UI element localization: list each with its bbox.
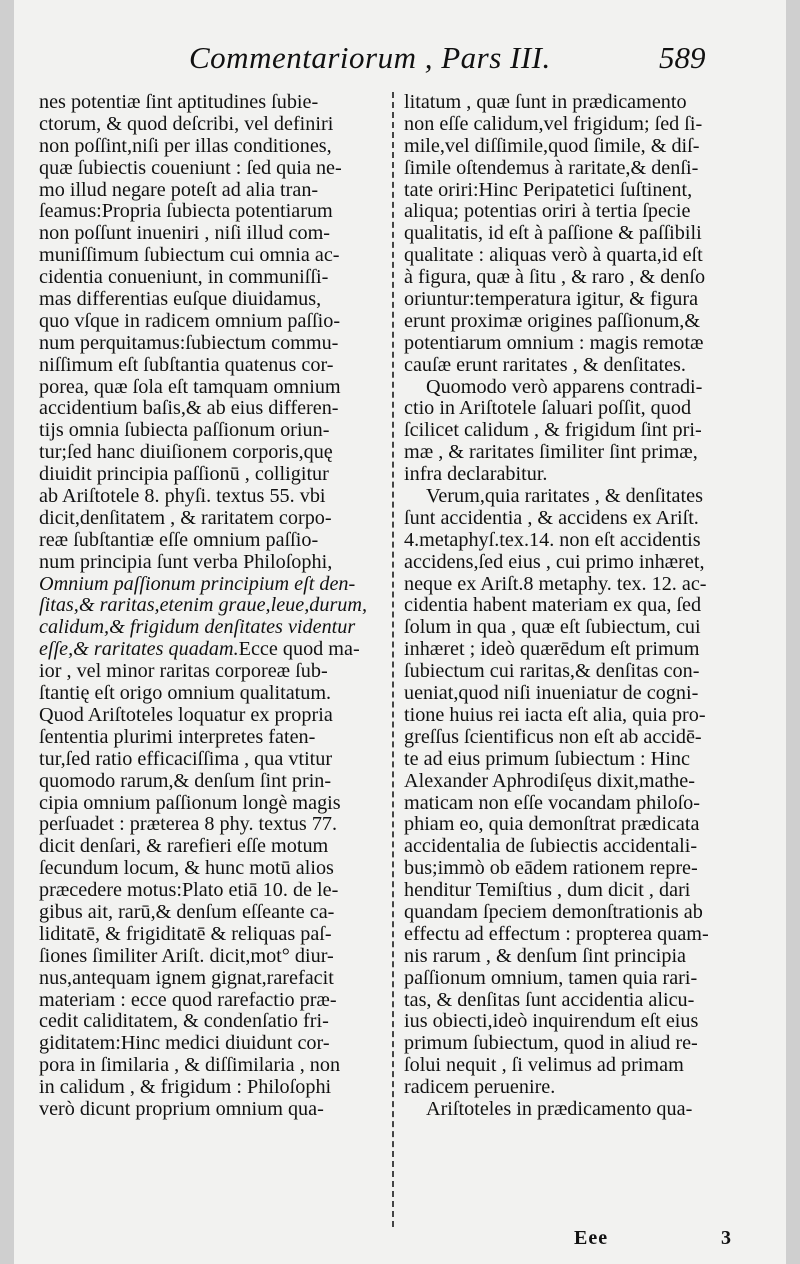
text-line: qualitate : aliquas verò à quarta,id eſt	[404, 244, 703, 267]
text-line: non poſſint,niſi per illas conditiones,	[39, 134, 332, 157]
text-line: litatum , quæ ſunt in prædicamento	[404, 91, 687, 113]
left-text-column	[39, 92, 384, 1121]
text-line: ſiones ſimiliter Ariſt. dicit,mot° diur-	[39, 944, 334, 967]
text-line: tur;ſed hanc diuiſionem corporis,quę	[39, 441, 333, 464]
text-line: ſimile oſtendemus à raritate,& denſi-	[404, 156, 699, 179]
text-line: reæ ſubſtantiæ eſſe omnium paſſio-	[39, 528, 319, 551]
text-line: ſubiectum cui raritas,& denſitas con-	[404, 660, 700, 683]
text-line: tate oriri:Hinc Peripatetici ſuſtinent,	[404, 178, 693, 201]
text-line: ctio in Ariſtotele ſaluari poſſit, quod	[404, 397, 692, 420]
text-line: mile,vel diſſimile,quod ſimile, & diſ-	[404, 134, 700, 157]
text-line: num perquitamus:ſubiectum commu-	[39, 331, 339, 354]
text-line: Quomodo verò apparens contradi-	[426, 375, 703, 398]
text-line: ſolui nequit , ſi velimus ad primam	[404, 1054, 684, 1077]
text-line: maticam non eſſe vocandam philoſo-	[404, 791, 700, 814]
text-line: porea, quæ ſola eſt tamquam omnium	[39, 375, 341, 398]
text-line: Ariſtoteles in prædicamento qua-	[426, 1097, 693, 1120]
signature-mark: Eee	[574, 1227, 609, 1249]
text-line: quomodo rarum,& denſum ſint prin-	[39, 769, 332, 792]
text-line: liditatē, & frigiditatē & reliquas paſ-	[39, 922, 332, 945]
text-line: effectu ad effectum : propterea quam-	[404, 922, 709, 945]
text-line: mas differentias euſque diuidamus,	[39, 288, 322, 311]
text-line: nis rarum , & denſum ſint principia	[404, 944, 687, 967]
text-line: te ad eius primum ſubiectum : Hinc	[404, 747, 690, 770]
text-line: inhæret ; ideò quærēdum eſt primum	[404, 638, 700, 661]
text-line: potentiarum omnium : magis remotæ	[404, 331, 704, 354]
text-line: calidum,& frigidum denſitates videntur	[39, 616, 356, 639]
text-line: ius obiecti,ideò inquirendum eſt eius	[404, 1010, 699, 1033]
text-line: bus;immò ob eādem rationem repre-	[404, 857, 698, 880]
text-line: ior , vel minor raritas corporeæ ſub-	[39, 660, 328, 683]
text-line: ſeamus:Propria ſubiecta potentiarum	[39, 200, 333, 223]
text-line: non eſſe calidum,vel frigidum; ſed ſi-	[404, 112, 703, 135]
text-line: dicit denſari, & rarefieri eſſe motum	[39, 835, 329, 858]
text-line: quo vſque in radicem omnium paſſio-	[39, 309, 341, 332]
text-line: phiam eo, quia demonſtrat prædicata	[404, 813, 700, 836]
signature-number: 3	[721, 1227, 731, 1249]
text-line: nes potentiæ ſint aptitudines ſubie-	[39, 91, 319, 113]
text-line: tione huius rei iacta eſt alia, quia pro-	[404, 703, 706, 726]
text-line: num principia ſunt verba Philoſophi,	[39, 550, 333, 573]
text-line: greſſus ſcientificus non eſt ab accidē-	[404, 725, 702, 748]
text-line: accidentalia de ſubiectis accidentali-	[404, 835, 698, 858]
text-line: quæ ſubiectis coueniunt : ſed quia ne-	[39, 156, 342, 179]
page-number: 589	[659, 40, 706, 75]
right-text-column	[404, 92, 749, 1121]
text-line: Alexander Aphrodiſęus dixit,mathe-	[404, 769, 695, 792]
text-line: pora in ſimilaria , & diſſimilaria , non	[39, 1054, 341, 1077]
text-line: ſunt accidentia , & accidens ex Ariſt.	[404, 506, 699, 529]
text-line: oriuntur:temperatura igitur, & figura	[404, 288, 699, 311]
text-line: nus,antequam ignem gignat,rarefacit	[39, 966, 334, 989]
text-line: neque ex Ariſt.8 metaphy. tex. 12. ac-	[404, 572, 707, 595]
text-line: diuidit principia paſſionū , colligitur	[39, 463, 329, 486]
text-line: mæ , & raritates ſimiliter ſint primæ,	[404, 441, 698, 464]
text-line: cauſæ erunt raritates , & denſitates.	[404, 353, 686, 376]
text-line: primum ſubiectum, quod in aliud re-	[404, 1032, 698, 1055]
text-line: quandam ſpeciem demonſtrationis ab	[404, 900, 703, 923]
text-line: henditur Temiſtius , dum dicit , dari	[404, 879, 691, 902]
text-line: tijs omnia ſubiecta paſſionum oriun-	[39, 419, 330, 442]
text-line: ſolum in qua , quæ eſt ſubiectum, cui	[404, 616, 701, 639]
text-line: accidens,ſed eius , cui primo inhæret,	[404, 550, 705, 573]
text-line: Quod Ariſtoteles loquatur ex propria	[39, 703, 333, 726]
page-header	[14, 40, 786, 90]
text-line: radicem peruenire.	[404, 1076, 556, 1099]
running-title: Commentariorum , Pars III.	[189, 40, 551, 75]
text-line: dicit,denſitatem , & raritatem corpo-	[39, 506, 332, 529]
text-line: ſitas,& raritas,etenim graue,leue,durum,	[39, 594, 368, 617]
text-line: muniſſimum ſubiectum cui omnia ac-	[39, 244, 340, 267]
text-line: ſcilicet calidum , & frigidum ſint pri-	[404, 419, 702, 442]
text-line: 4.metaphyſ.tex.14. non eſt accidentis	[404, 528, 701, 551]
text-line: erunt proximæ origines paſſionum,&	[404, 309, 701, 332]
text-line: infra declarabitur.	[404, 463, 548, 486]
text-line: materiam : ecce quod rarefactio præ-	[39, 988, 337, 1011]
text-line: cipia omnium paſſionum longè magis	[39, 791, 341, 814]
text-line: non poſſunt inueniri , niſi illud com-	[39, 222, 331, 245]
text-line: Verum,quia raritates , & denſitates	[426, 485, 703, 508]
text-line: aliqua; potentias oriri à tertia ſpecie	[404, 200, 691, 223]
text-line: cedit caliditatem, & condenſatio fri-	[39, 1010, 329, 1033]
text-line: ctorum, & quod deſcribi, vel definiri	[39, 112, 334, 135]
text-line: ab Ariſtotele 8. phyſi. textus 55. vbi	[39, 485, 326, 508]
text-line: niſſimum eſt ſubſtantia quatenus cor-	[39, 353, 334, 376]
text-line: giditatem:Hinc medici diuidunt cor-	[39, 1032, 330, 1055]
text-line: verò dicunt proprium omnium qua-	[39, 1097, 324, 1120]
text-line: gibus ait, rarū,& denſum eſſeante ca-	[39, 900, 335, 923]
text-line: cidentia conueniunt, in communiſſi-	[39, 266, 329, 289]
text-line: paſſionum omnium, tamen quia rari-	[404, 966, 698, 989]
text-line: tur,ſed ratio efficaciſſima , qua vtitur	[39, 747, 333, 770]
text-line: ſententia plurimi interpretes faten-	[39, 725, 316, 748]
text-line: ſtantię eſt origo omnium qualitatum.	[39, 682, 332, 705]
text-line: ſecundum locum, & hunc motū alios	[39, 857, 334, 880]
text-line: mo illud negare poteſt ad alia tran-	[39, 178, 319, 201]
book-page	[14, 0, 786, 1264]
text-line: cidentia habent materiam ex qua, ſed	[404, 594, 702, 617]
text-line: eſſe,& raritates quadam.Ecce quod ma-	[39, 638, 360, 661]
text-line: à figura, quæ à ſitu , & raro , & denſo	[404, 266, 706, 289]
text-line: ueniat,quod niſi inueniatur de cogni-	[404, 682, 699, 705]
text-line: perſuadet : præterea 8 phy. textus 77.	[39, 813, 338, 836]
text-line: in calidum , & frigidum : Philoſophi	[39, 1076, 332, 1099]
text-line: accidentium baſis,& ab eius differen-	[39, 397, 339, 420]
column-divider	[392, 92, 395, 1227]
text-line: qualitatis, id eſt à paſſione & paſſibili	[404, 222, 702, 245]
text-line: præcedere motus:Plato etiā 10. de le-	[39, 879, 339, 902]
text-line: Omnium paſſionum principium eſt den-	[39, 572, 356, 595]
text-line: tas, & denſitas ſunt accidentia alicu-	[404, 988, 695, 1011]
